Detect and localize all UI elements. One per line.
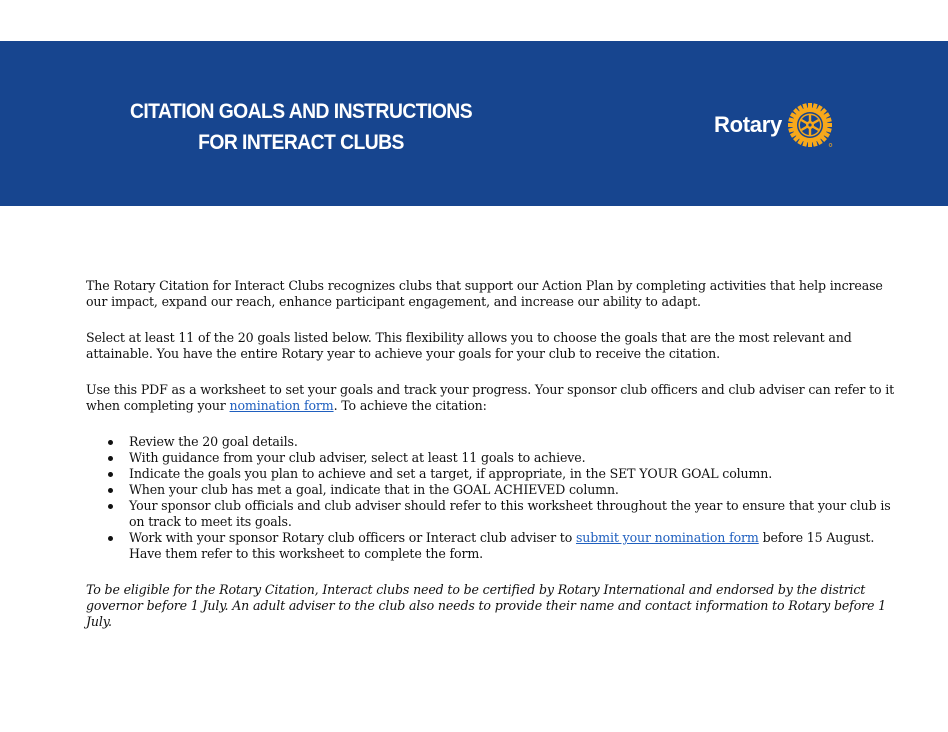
eligibility-note: To be eligible for the Rotary Citation, Interact clubs need to be certified by Rotary International and endorsed by the district governor before 1 July. An adult adviser to the club also needs to provide their name and contact information to Rotary before 1 July.	[86, 582, 887, 629]
rotary-wheel-icon	[786, 101, 834, 149]
list-item	[86, 498, 906, 530]
list-item	[86, 482, 906, 498]
page-title-line-2: FOR INTERACT CLUBS	[198, 131, 404, 154]
bullet-icon	[108, 536, 113, 541]
rotary-logo	[714, 100, 834, 150]
rotary-logo-wordmark: Rotary	[714, 112, 782, 137]
instructions-content	[86, 278, 906, 650]
page-title	[116, 96, 486, 158]
list-item	[86, 466, 906, 482]
bullet-icon	[108, 456, 113, 461]
worksheet-text-end: . To achieve the citation:	[333, 398, 487, 413]
step-text: When your club has met a goal, indicate that in the GOAL ACHIEVED column.	[129, 482, 619, 497]
step-text: Indicate the goals you plan to achieve and set a target, if appropriate, in the SET YOUR GOAL column.	[129, 466, 773, 481]
bullet-icon	[108, 504, 113, 509]
selection-paragraph: Select at least 11 of the 20 goals listed below. This flexibility allows you to choose the goals that are the most relevant and attainable. You have the entire Rotary year to achieve your goals for your club to receive the citation.	[86, 330, 852, 361]
bullet-icon	[108, 488, 113, 493]
bullet-icon	[108, 440, 113, 445]
intro-paragraph: The Rotary Citation for Interact Clubs recognizes clubs that support our Action Plan by completing activities that help increase our impact, expand our reach, enhance participant engagement, and increase our ability to adapt.	[86, 278, 883, 309]
step-text: Review the 20 goal details.	[129, 434, 298, 449]
submit-nomination-form-link[interactable]: submit your nomination form	[575, 530, 759, 545]
page-title-line-1: CITATION GOALS AND INSTRUCTIONS	[129, 100, 473, 123]
worksheet-text: Use this PDF as a worksheet to set your goals and track your progress. Your sponsor club officers and club adviser can refer to it when completing your	[86, 382, 895, 413]
bullet-icon	[108, 472, 113, 477]
list-item	[86, 434, 906, 450]
step-text: Work with your sponsor Rotary club officers or Interact club adviser to	[129, 530, 576, 545]
worksheet-paragraph	[86, 382, 906, 414]
list-item	[86, 450, 906, 466]
steps-list	[86, 434, 906, 562]
list-item	[86, 530, 906, 562]
step-text: Your sponsor club officials and club adviser should refer to this worksheet throughout the year to ensure that your club is on track to meet its goals.	[129, 498, 891, 529]
step-text: With guidance from your club adviser, select at least 11 goals to achieve.	[129, 450, 586, 465]
header-banner	[0, 41, 948, 206]
nomination-form-link[interactable]: nomination form	[229, 398, 334, 413]
step-text-end: before 15 August. Have them refer to this worksheet to complete the form.	[129, 530, 875, 561]
